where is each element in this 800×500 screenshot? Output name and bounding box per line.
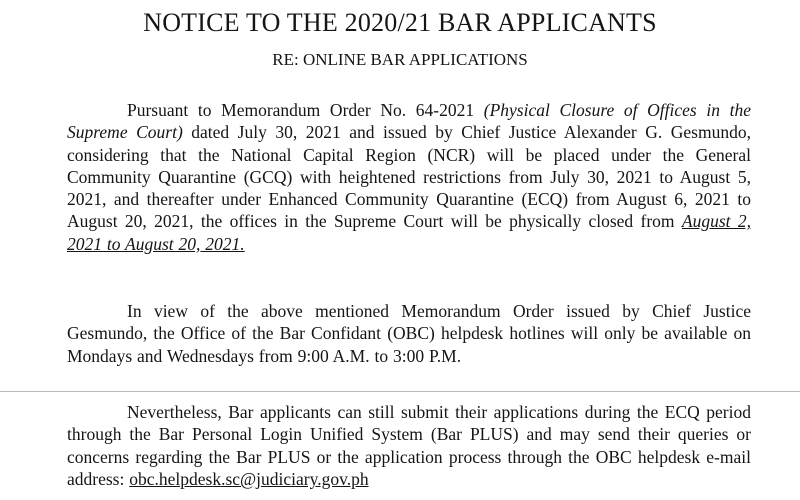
scan-fold-line bbox=[0, 391, 800, 392]
paragraph-online-submission bbox=[67, 401, 751, 490]
helpdesk-email-link[interactable]: obc.helpdesk.sc@judiciary.gov.ph bbox=[129, 468, 369, 489]
paragraph-online-submission-text: Nevertheless, Bar applicants can still submit their applications during the ECQ period through the Bar Personal Login Unified System (Bar PLUS) and may send their queries or concerns regarding the Bar PLUS or the application process through the OBC helpdesk e-mail address: bbox=[67, 402, 751, 489]
paragraph-memorandum-text-1: Pursuant to Memorandum Order No. 64-2021 bbox=[127, 100, 484, 120]
paragraph-memorandum bbox=[67, 99, 751, 255]
memorandum-title-italic: (Physical Closure of Offices in the Supreme Court) bbox=[67, 100, 751, 143]
closure-dates: August 2, 2021 to August 20, 2021. bbox=[67, 211, 751, 254]
notice-title: NOTICE TO THE 2020/21 BAR APPLICANTS bbox=[143, 8, 657, 37]
paragraph-helpdesk-hours: In view of the above mentioned Memorandum Order issued by Chief Justice Gesmundo, the Office of the Bar Confidant (OBC) helpdesk hotlines will only be available on Mondays and Wednesdays from 9:00 A.M. to 3:00 P.M. bbox=[67, 301, 751, 366]
paragraph-memorandum-text-2: dated July 30, 2021 and issued by Chief Justice Alexander G. Gesmundo, considering that the National Capital Region (NCR) will be placed under the General Community Quarantine (GCQ) with heightened restrictions from July 30, 2021 to August 5, 2021, and thereafter under Enhanced Community Quarantine (ECQ) from August 6, 2021 to August 20, 2021, the offices in the Supreme Court will be physically closed from bbox=[67, 122, 751, 232]
notice-subtitle: RE: ONLINE BAR APPLICATIONS bbox=[272, 50, 528, 69]
